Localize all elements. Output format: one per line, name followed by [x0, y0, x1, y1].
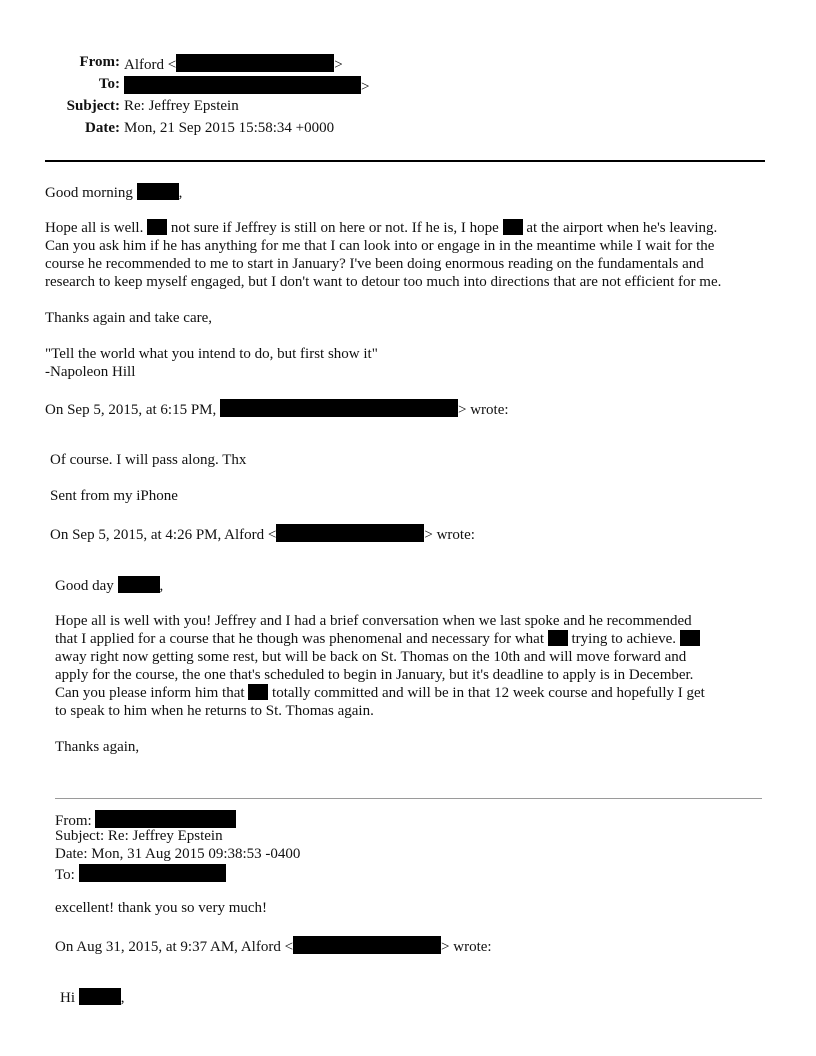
- redacted-name: [248, 684, 268, 700]
- body-text: Hope all is well with you! Jeffrey and I had a brief conversation when we last spoke and he recommended: [55, 613, 692, 629]
- body-text: Can you ask him if he has anything for me that I can look into or engage in in the meantime while I wait for the: [45, 238, 715, 254]
- m4-to-label: To:: [55, 867, 75, 883]
- redacted-name: [503, 219, 523, 235]
- redacted-email: [79, 864, 226, 882]
- redacted-to-email: [124, 76, 361, 94]
- date-value: Mon, 21 Sep 2015 15:58:34 +0000: [124, 120, 335, 136]
- reply-header: [45, 399, 509, 419]
- greeting-text: Good day: [55, 578, 114, 594]
- from-name: Alford: [124, 57, 164, 73]
- m4-to-line: [55, 864, 226, 884]
- redacted-name: [147, 219, 167, 235]
- redacted-email: [95, 810, 236, 828]
- body-text: totally committed and will be in that 12 week course and hopefully I get: [272, 685, 705, 701]
- sign-off: Thanks again and take care,: [45, 310, 212, 326]
- to-label: To:: [98, 76, 120, 92]
- reply-header-text: On Sep 5, 2015, at 4:26 PM, Alford <: [50, 527, 277, 543]
- greeting-line: Hi ,: [60, 990, 125, 1006]
- message1-body: [45, 219, 775, 291]
- body-text: away right now getting some rest, but will be back on St. Thomas on the 10th and will move forward and: [55, 649, 687, 665]
- m4-date-line: Date: Mon, 31 Aug 2015 09:38:53 -0400: [55, 846, 301, 862]
- message4-body: excellent! thank you so very much!: [55, 900, 268, 916]
- redacted-name: [137, 183, 179, 200]
- subject-label: Subject:: [66, 98, 120, 114]
- redacted-email: [220, 399, 458, 417]
- header-divider: [45, 160, 765, 162]
- redacted-email: [276, 524, 424, 542]
- reply-header: [50, 524, 475, 544]
- from-value: Alford < >: [124, 54, 343, 74]
- message3-body: [55, 612, 775, 720]
- reply-header-text: > wrote:: [424, 527, 475, 543]
- greeting-line: Good morning ,: [45, 185, 183, 201]
- body-text: Hope all is well.: [45, 220, 144, 236]
- reply-header: [55, 936, 492, 956]
- m4-from-line: [55, 810, 236, 830]
- body-text: trying to achieve.: [571, 631, 677, 647]
- reply-header-text: On Sep 5, 2015, at 6:15 PM,: [45, 402, 217, 418]
- signature: Sent from my iPhone: [50, 488, 178, 504]
- message2-body: Of course. I will pass along. Thx: [50, 452, 247, 468]
- body-text: at the airport when he's leaving.: [526, 220, 718, 236]
- body-text: that I applied for a course that he though was phenomenal and necessary for what: [55, 631, 544, 647]
- redacted-from-email: [176, 54, 334, 72]
- date-label: Date:: [85, 120, 120, 136]
- message-divider: [55, 798, 762, 799]
- m4-subject-line: Subject: Re: Jeffrey Epstein: [55, 828, 223, 844]
- reply-header-text: On Aug 31, 2015, at 9:37 AM, Alford <: [55, 939, 294, 955]
- greeting-line: Good day ,: [55, 578, 164, 594]
- quote-text: "Tell the world what you intend to do, but first show it": [45, 346, 378, 362]
- body-text: course he recommended to me to start in January? I've been doing enormous reading on the fundamentals and: [45, 256, 704, 272]
- redacted-name: [79, 988, 121, 1005]
- greeting-text: Good morning: [45, 185, 133, 201]
- redacted-email: [293, 936, 441, 954]
- sign-off: Thanks again,: [55, 739, 140, 755]
- reply-header-text: > wrote:: [441, 939, 492, 955]
- to-value: >: [124, 76, 369, 96]
- body-text: not sure if Jeffrey is still on here or not. If he is, I hope: [170, 220, 499, 236]
- reply-header-text: > wrote:: [458, 402, 509, 418]
- from-label: From:: [79, 54, 120, 70]
- body-text: to speak to him when he returns to St. Thomas again.: [55, 703, 374, 719]
- body-text: research to keep myself engaged, but I don't want to detour too much into directions that are not efficient for me.: [45, 274, 722, 290]
- redacted-name: [680, 630, 700, 646]
- quote-author: -Napoleon Hill: [45, 364, 136, 380]
- redacted-name: [118, 576, 160, 593]
- subject-value: Re: Jeffrey Epstein: [124, 98, 239, 114]
- redacted-name: [548, 630, 568, 646]
- greeting-text: Hi: [60, 990, 75, 1006]
- body-text: Can you please inform him that: [55, 685, 245, 701]
- m4-from-label: From:: [55, 813, 92, 829]
- body-text: apply for the course, the one that's scheduled to begin in January, but it's deadline to apply is in December.: [55, 667, 694, 683]
